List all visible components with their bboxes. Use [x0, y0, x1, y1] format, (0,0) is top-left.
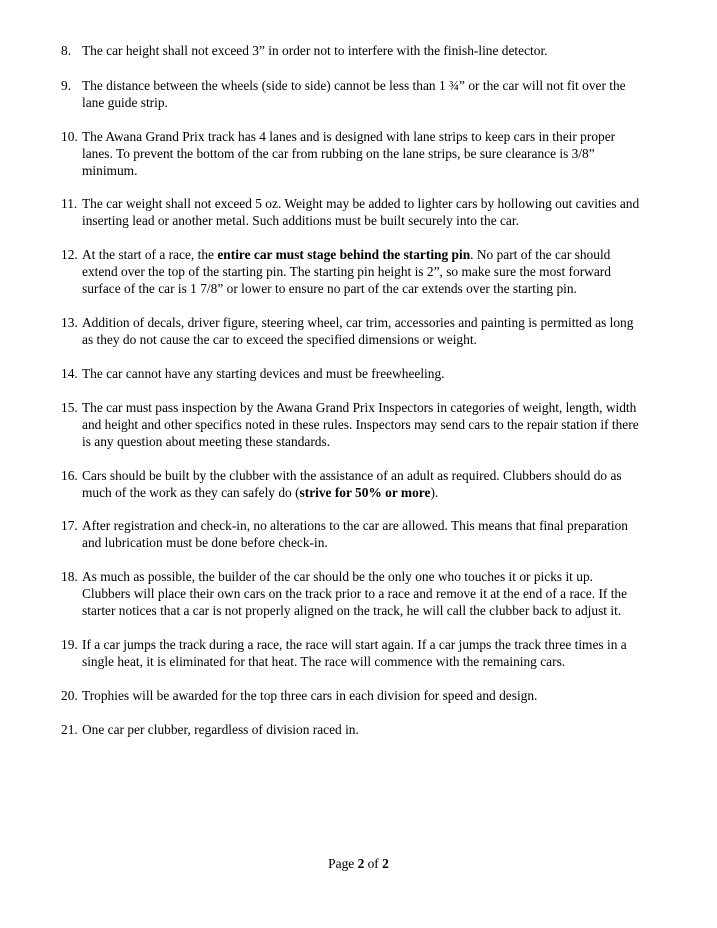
rule-text-segment: Trophies will be awarded for the top three cars in each division for speed and design.	[82, 688, 538, 703]
rule-text-segment: The Awana Grand Prix track has 4 lanes and is designed with lane strips to keep cars in their proper	[82, 129, 616, 144]
rule-text-segment: single heat, it is eliminated for that heat. The race will commence with the remaining cars.	[82, 654, 566, 670]
rule-line	[82, 585, 680, 602]
rule-text-segment: inserting lead or another metal. Such additions must be built securely into the car.	[82, 213, 519, 229]
emphasized-text: entire car must stage behind the starting pin	[217, 247, 471, 262]
rule-line	[82, 314, 680, 331]
page-footer	[0, 855, 717, 872]
rule-text-segment: ).	[430, 485, 439, 501]
rule-text-segment: extend over the top of the starting pin. The starting pin height is 2”, so make sure the most forward	[82, 264, 611, 280]
rule-number: 20.	[61, 688, 78, 703]
page-of-label: of	[364, 856, 383, 871]
rule-text-segment: Cars should be built by the clubber with the assistance of an adult as required. Clubbers should do as	[82, 468, 622, 483]
rule-text-segment: lanes. To prevent the bottom of the car from rubbing on the lane strips, be sure clearance is 3/8”	[82, 146, 595, 162]
emphasized-text: strive for 50% or more	[299, 485, 431, 501]
rule-line	[82, 568, 680, 585]
rule-line	[82, 467, 680, 484]
rule-text	[82, 195, 680, 229]
rule-line	[82, 433, 680, 450]
rule-text	[82, 721, 680, 738]
rule-text	[82, 77, 680, 111]
rule-number: 14.	[61, 366, 78, 381]
rule-text-segment: The car cannot have any starting devices and must be freewheeling.	[82, 366, 445, 381]
rule-line	[82, 195, 680, 212]
rule-text	[82, 128, 680, 180]
rule-text	[82, 687, 680, 704]
rule-line	[82, 331, 680, 348]
rule-text-segment: If a car jumps the track during a race, the race will start again. If a car jumps the track three times in a	[82, 637, 627, 652]
rule-text-segment: lane guide strip.	[82, 95, 168, 111]
rule-number: 9.	[61, 78, 72, 93]
rule-text-segment: much of the work as they can safely do (	[82, 485, 300, 501]
rule-line	[82, 653, 680, 670]
rule-text	[82, 399, 680, 451]
rule-line	[82, 484, 680, 501]
rule-text	[82, 42, 680, 59]
rule-line	[82, 94, 680, 111]
rule-line	[82, 246, 680, 263]
rule-line	[82, 212, 680, 229]
rule-text-segment: as they do not cause the car to exceed the specified dimensions or weight.	[82, 332, 477, 348]
rule-number: 17.	[61, 518, 78, 533]
rule-text-segment: One car per clubber, regardless of division raced in.	[82, 722, 359, 737]
total-pages-number: 2	[382, 856, 389, 871]
rule-line	[82, 263, 680, 280]
rule-line	[82, 280, 680, 297]
rule-text-segment: After registration and check-in, no alterations to the car are allowed. This means that final preparation	[82, 518, 628, 533]
rule-line	[82, 416, 680, 433]
rule-text	[82, 568, 680, 620]
rule-text-segment: As much as possible, the builder of the car should be the only one who touches it or picks it up.	[82, 569, 593, 584]
rule-number: 8.	[61, 43, 72, 58]
rule-text-segment: minimum.	[82, 163, 138, 179]
rule-text-segment: is any question about meeting these standards.	[82, 434, 331, 450]
rule-line	[82, 687, 680, 704]
rule-text	[82, 365, 680, 382]
rule-text	[82, 467, 680, 501]
rule-line	[82, 399, 680, 416]
rule-text-segment: starter notices that a car is not properly aligned on the track, he will call the clubber back to adjust it.	[82, 603, 622, 619]
rule-text-segment: Addition of decals, driver figure, steering wheel, car trim, accessories and painting is permitted as long	[82, 315, 634, 330]
rule-number: 15.	[61, 400, 78, 415]
rule-number: 10.	[61, 129, 78, 144]
rule-text	[82, 246, 680, 298]
rule-text	[82, 636, 680, 670]
rule-text-segment: and lubrication must be done before check-in.	[82, 535, 328, 551]
rule-line	[82, 77, 680, 94]
rule-text	[82, 314, 680, 348]
rule-line	[82, 636, 680, 653]
rule-number: 18.	[61, 569, 78, 584]
current-page-number: 2	[357, 856, 365, 871]
rule-text-segment: The distance between the wheels (side to side) cannot be less than 1 ¾” or the car will not fit over the	[82, 78, 626, 93]
rule-number: 21.	[61, 722, 78, 737]
rule-text-segment: . No part of the car should	[470, 247, 611, 262]
rule-text-segment: At the start of a race, the	[82, 247, 218, 262]
rule-text	[82, 517, 680, 551]
rule-number: 12.	[61, 247, 78, 262]
rule-number: 13.	[61, 315, 78, 330]
rule-number: 11.	[61, 196, 78, 211]
rule-line	[82, 721, 680, 738]
rule-line	[82, 365, 680, 382]
rule-text-segment: and height and other specifics noted in these rules. Inspectors may send cars to the repair station if there	[82, 417, 639, 433]
rule-line	[82, 534, 680, 551]
rule-text-segment: The car height shall not exceed 3” in order not to interfere with the finish-line detector.	[82, 43, 548, 58]
rule-line	[82, 602, 680, 619]
page-label: Page	[328, 856, 358, 871]
rule-number: 19.	[61, 637, 78, 652]
rule-line	[82, 145, 680, 162]
rule-text-segment: surface of the car is 1 7/8” or lower to ensure no part of the car extends over the starting pin.	[82, 281, 577, 297]
rule-text-segment: Clubbers will place their own cars on the track prior to a race and remove it at the end of a race. If the	[82, 586, 628, 602]
rule-line	[82, 162, 680, 179]
rule-text-segment: The car must pass inspection by the Awana Grand Prix Inspectors in categories of weight, length, width	[82, 400, 637, 415]
rule-text-segment: The car weight shall not exceed 5 oz. Weight may be added to lighter cars by hollowing out cavities and	[82, 196, 640, 211]
rule-line	[82, 128, 680, 145]
rule-line	[82, 517, 680, 534]
rule-number: 16.	[61, 468, 78, 483]
rule-line	[82, 42, 680, 59]
